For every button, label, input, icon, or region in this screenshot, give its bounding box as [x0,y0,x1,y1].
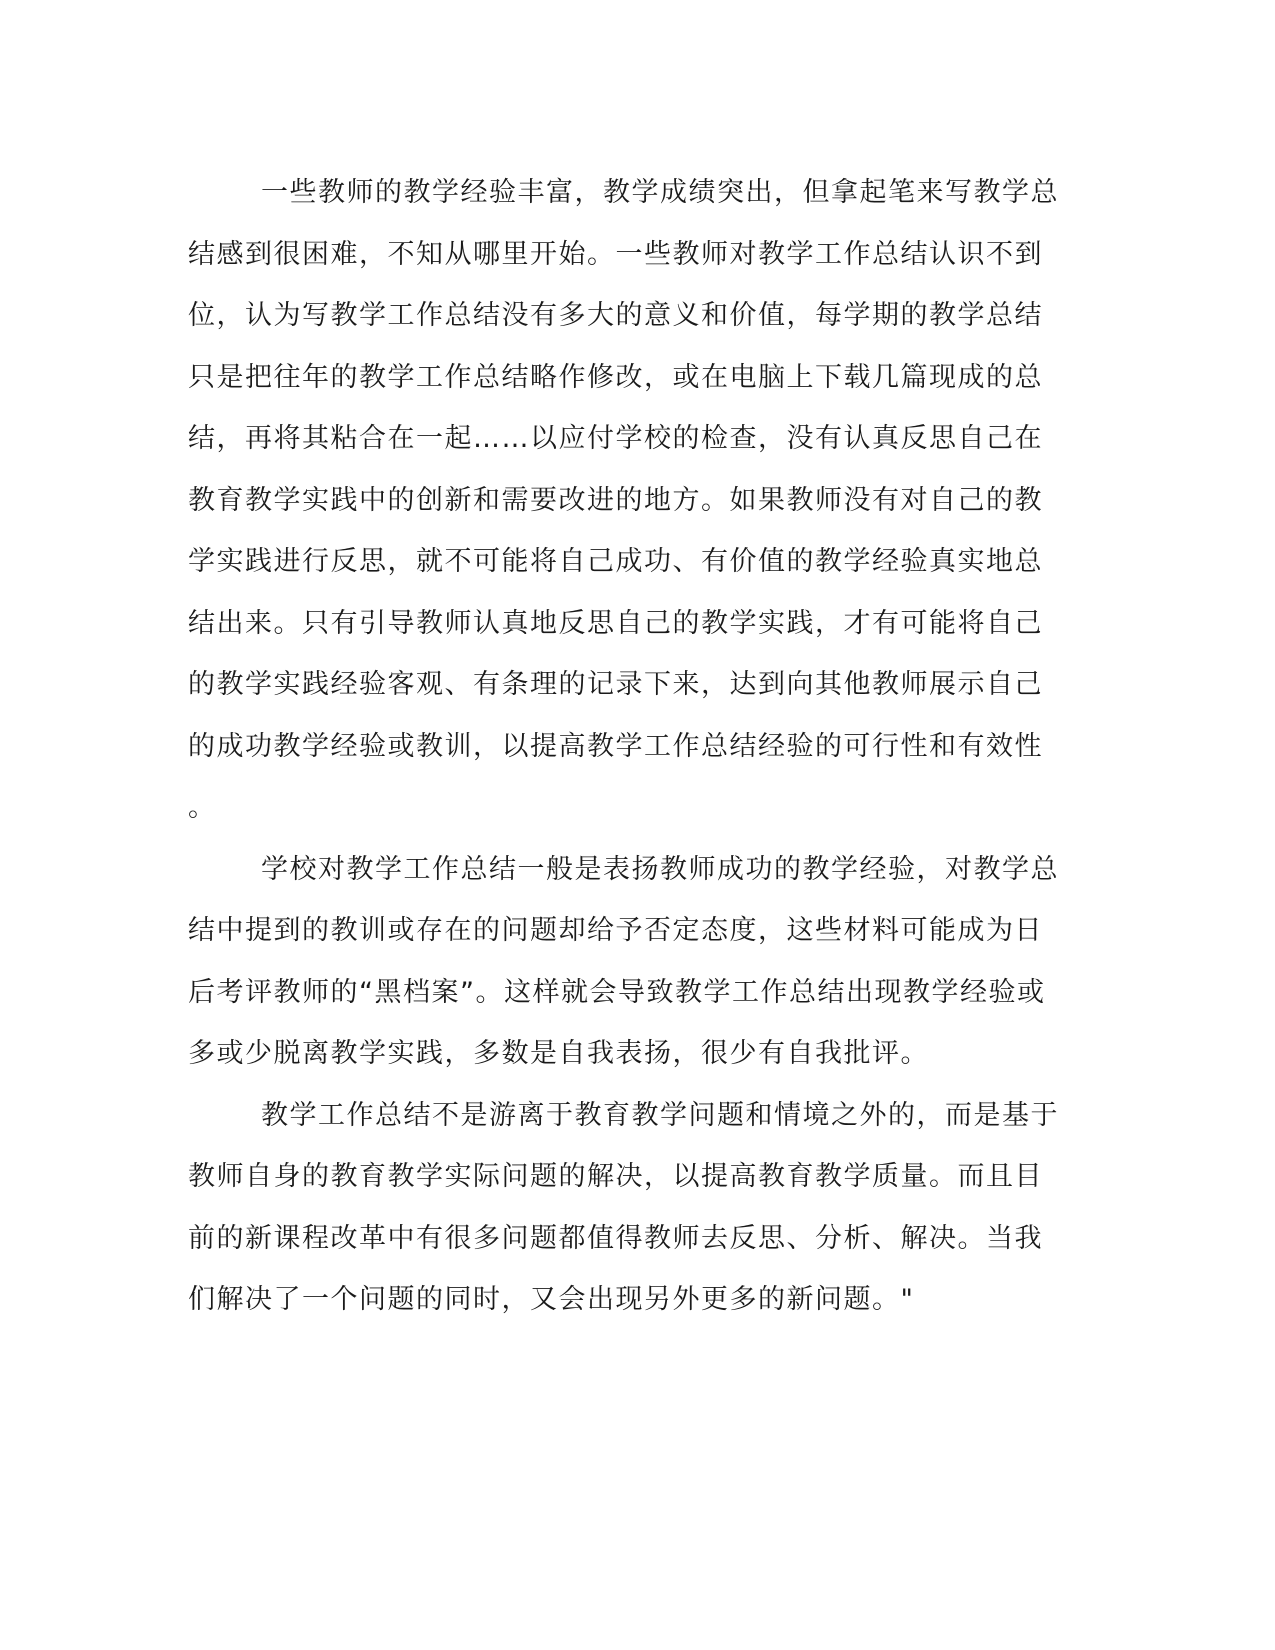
text-line: 后考评教师的“黑档案”。这样就会导致教学工作总结出现教学经验或 [188,976,1046,1008]
paragraph-3 [188,1085,1078,1331]
text-line: 结感到很困难，不知从哪里开始。一些教师对教学工作总结认识不到 [188,238,1043,270]
document-body [188,162,1078,1331]
text-line: 前的新课程改革中有很多问题都值得教师去反思、分析、解决。当我 [188,1222,1043,1254]
text-line: 教师自身的教育教学实际问题的解决，以提高教育教学质量。而且目 [188,1161,1043,1192]
text-line: 多或少脱离教学实践，多数是自我表扬，很少有自我批评。 [188,1038,929,1069]
text-line: 们解决了一个问题的同时，又会出现另外更多的新问题。" [188,1284,915,1315]
text-line: 位，认为写教学工作总结没有多大的意义和价值，每学期的教学总结 [188,300,1043,331]
text-line: 教学工作总结不是游离于教育教学问题和情境之外的，而是基于 [261,1099,1059,1131]
text-line: 。 [188,792,217,823]
text-line: 只是把往年的教学工作总结略作修改，或在电脑上下载几篇现成的总 [188,361,1043,393]
paragraph-1 [188,162,1078,839]
text-line: 学校对教学工作总结一般是表扬教师成功的教学经验，对教学总 [261,853,1059,885]
text-line: 的成功教学经验或教训，以提高教学工作总结经验的可行性和有效性 [188,730,1043,762]
text-line: 结，再将其粘合在一起……以应付学校的检查，没有认真反思自己在 [188,423,1043,454]
text-line: 教育教学实践中的创新和需要改进的地方。如果教师没有对自己的教 [188,484,1043,516]
text-line: 学实践进行反思，就不可能将自己成功、有价值的教学经验真实地总 [188,546,1043,577]
text-line: 结出来。只有引导教师认真地反思自己的教学实践，才有可能将自己 [188,607,1043,639]
text-line: 一些教师的教学经验丰富，教学成绩突出，但拿起笔来写教学总 [261,177,1059,208]
paragraph-2 [188,839,1078,1085]
text-line: 的教学实践经验客观、有条理的记录下来，达到向其他教师展示自己 [188,669,1043,700]
text-line: 结中提到的教训或存在的问题却给予否定态度，这些材料可能成为日 [188,915,1043,946]
